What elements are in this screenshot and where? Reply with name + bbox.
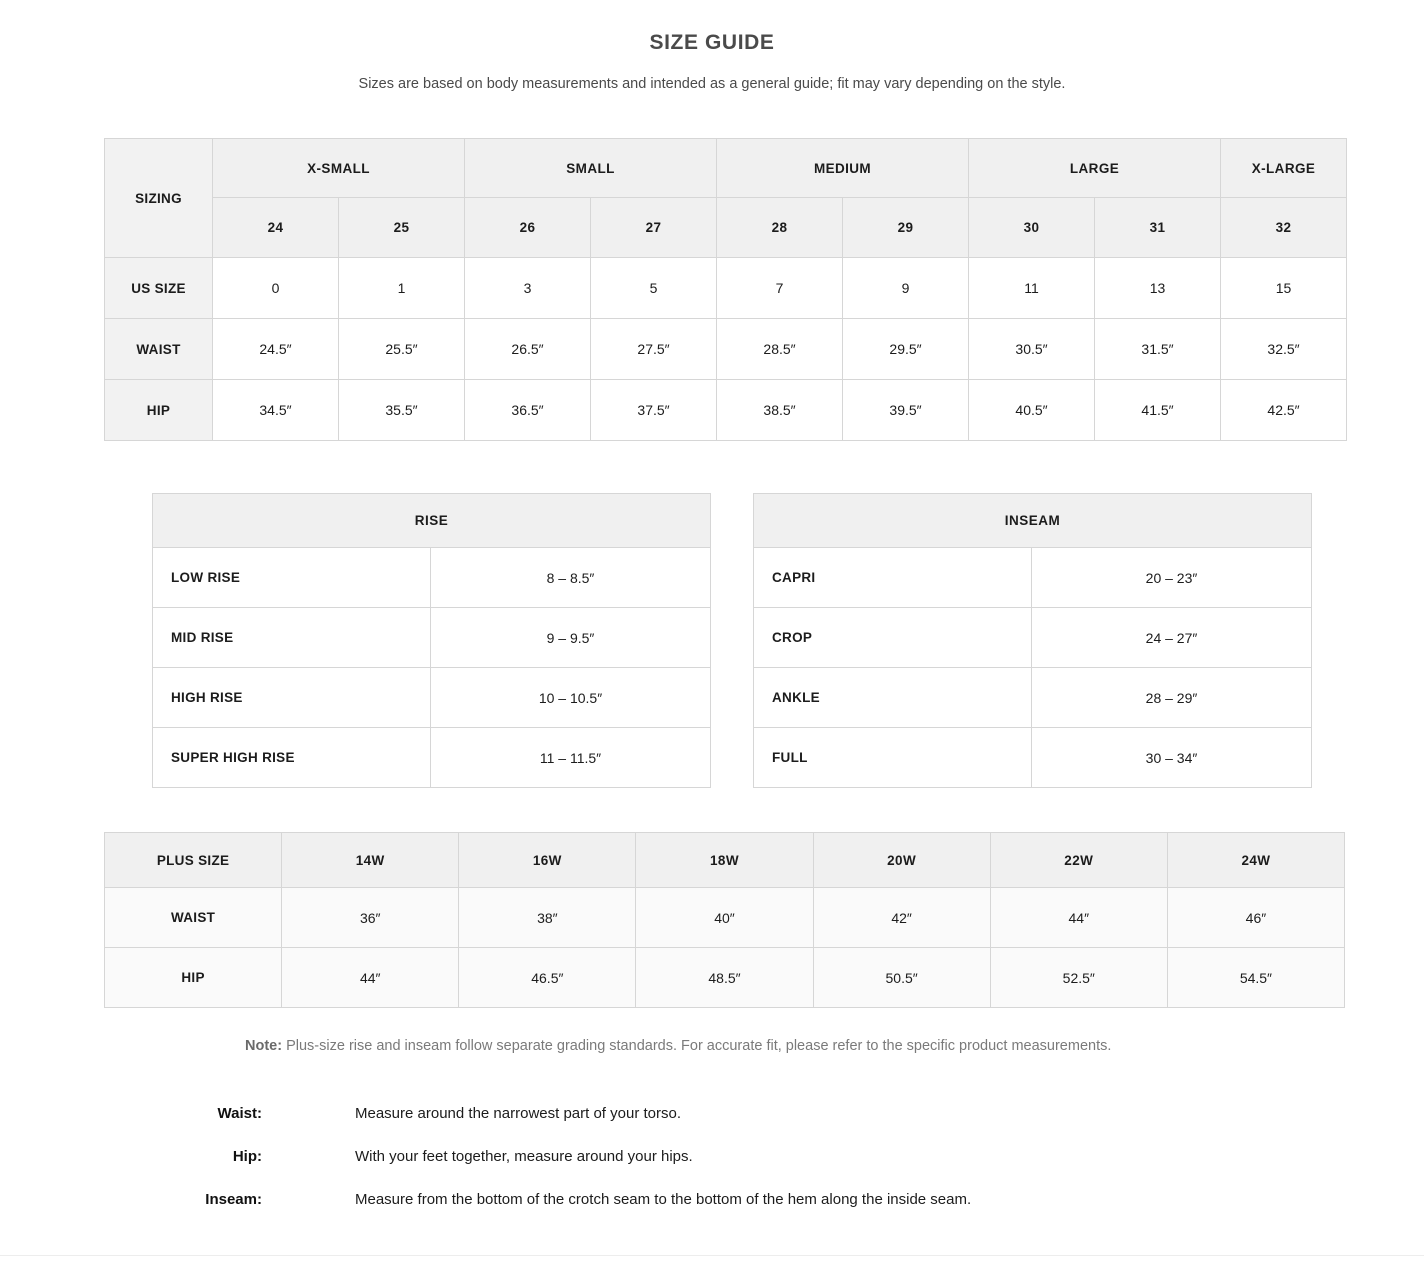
numeric-size-31: 31: [1095, 198, 1221, 258]
cell-us-size-6: 11: [969, 258, 1095, 319]
plus-cell-waist-1: 38″: [459, 888, 636, 948]
inseam-value-crop: 24 – 27″: [1031, 608, 1311, 668]
plus-cell-waist-2: 40″: [636, 888, 813, 948]
inseam-table: [753, 493, 1312, 788]
plus-cell-waist-3: 42″: [813, 888, 990, 948]
inseam-label-ankle: ANKLE: [753, 668, 1031, 728]
plus-cell-hip-3: 50.5″: [813, 948, 990, 1008]
cell-hip-1: 35.5″: [339, 380, 465, 441]
size-group-large: LARGE: [969, 139, 1221, 198]
definition-waist: [130, 1105, 1230, 1148]
cell-us-size-4: 7: [717, 258, 843, 319]
numeric-size-25: 25: [339, 198, 465, 258]
page-subtitle: Sizes are based on body measurements and intended as a general guide; fit may vary depending on the style.: [358, 76, 1066, 92]
rise-table-body: [153, 494, 711, 788]
cell-hip-8: 42.5″: [1221, 380, 1347, 441]
sizing-group-row: [105, 139, 1347, 198]
plus-cell-hip-2: 48.5″: [636, 948, 813, 1008]
table-row: [153, 548, 711, 608]
table-row: [105, 319, 1347, 380]
cell-hip-4: 38.5″: [717, 380, 843, 441]
definition-desc-inseam: Measure from the bottom of the crotch seam to the bottom of the hem along the inside seam.: [355, 1191, 972, 1208]
inseam-label-crop: CROP: [753, 608, 1031, 668]
table-row: [153, 668, 711, 728]
row-label-hip: HIP: [105, 380, 213, 441]
plus-size-20w: 20W: [813, 833, 990, 888]
cell-us-size-3: 5: [591, 258, 717, 319]
cell-waist-1: 25.5″: [339, 319, 465, 380]
plus-size-header-row: [105, 833, 1345, 888]
plus-cell-hip-0: 44″: [282, 948, 459, 1008]
table-row: [753, 728, 1311, 788]
cell-us-size-7: 13: [1095, 258, 1221, 319]
note-prefix: Note:: [245, 1038, 283, 1054]
inseam-table-body: [753, 494, 1311, 788]
cell-waist-5: 29.5″: [843, 319, 969, 380]
cell-waist-3: 27.5″: [591, 319, 717, 380]
rise-value-low-rise: 8 – 8.5″: [431, 548, 711, 608]
sizing-table-body: [105, 139, 1347, 441]
rise-value-high-rise: 10 – 10.5″: [431, 668, 711, 728]
definition-hip: [130, 1148, 1230, 1191]
inseam-table-header-row: [753, 494, 1311, 548]
size-group-medium: MEDIUM: [717, 139, 969, 198]
plus-cell-waist-0: 36″: [282, 888, 459, 948]
plus-cell-hip-5: 54.5″: [1167, 948, 1344, 1008]
plus-size-table-scroll-container[interactable]: [104, 832, 1424, 1008]
plus-size-18w: 18W: [636, 833, 813, 888]
inseam-value-capri: 20 – 23″: [1031, 548, 1311, 608]
cell-waist-6: 30.5″: [969, 319, 1095, 380]
plus-size-24w: 24W: [1167, 833, 1344, 888]
definition-term-inseam: Inseam:: [205, 1191, 262, 1208]
rise-label-mid-rise: MID RISE: [153, 608, 431, 668]
cell-us-size-8: 15: [1221, 258, 1347, 319]
definition-desc-waist: Measure around the narrowest part of your torso.: [355, 1105, 682, 1122]
cell-hip-2: 36.5″: [465, 380, 591, 441]
plus-size-note: [245, 1038, 1111, 1054]
sizing-table: [104, 138, 1347, 441]
plus-row-label-waist: WAIST: [105, 888, 282, 948]
rise-table-header-row: [153, 494, 711, 548]
inseam-table-title: INSEAM: [753, 494, 1311, 548]
row-label-us-size: US SIZE: [105, 258, 213, 319]
cell-hip-3: 37.5″: [591, 380, 717, 441]
inseam-label-capri: CAPRI: [753, 548, 1031, 608]
sizing-table-scroll-container[interactable]: [104, 138, 1424, 441]
table-row: [153, 608, 711, 668]
rise-inseam-section: [152, 493, 1312, 788]
numeric-size-28: 28: [717, 198, 843, 258]
sizing-corner-label: SIZING: [105, 139, 213, 258]
numeric-size-24: 24: [213, 198, 339, 258]
cell-us-size-5: 9: [843, 258, 969, 319]
cell-waist-2: 26.5″: [465, 319, 591, 380]
numeric-size-26: 26: [465, 198, 591, 258]
plus-size-14w: 14W: [282, 833, 459, 888]
cell-us-size-0: 0: [213, 258, 339, 319]
plus-cell-waist-5: 46″: [1167, 888, 1344, 948]
definition-desc-hip: With your feet together, measure around your hips.: [355, 1148, 693, 1165]
cell-waist-4: 28.5″: [717, 319, 843, 380]
plus-cell-hip-1: 46.5″: [459, 948, 636, 1008]
size-group-small: SMALL: [465, 139, 717, 198]
rise-table-title: RISE: [153, 494, 711, 548]
plus-cell-hip-4: 52.5″: [990, 948, 1167, 1008]
definition-term-waist: Waist:: [217, 1105, 262, 1122]
table-row: [105, 948, 1345, 1008]
size-group-xsmall: X-SMALL: [213, 139, 465, 198]
table-row: [153, 728, 711, 788]
inseam-value-full: 30 – 34″: [1031, 728, 1311, 788]
cell-hip-5: 39.5″: [843, 380, 969, 441]
rise-label-high-rise: HIGH RISE: [153, 668, 431, 728]
rise-label-super-high-rise: SUPER HIGH RISE: [153, 728, 431, 788]
numeric-size-29: 29: [843, 198, 969, 258]
page-title: SIZE GUIDE: [649, 31, 775, 54]
rise-value-super-high-rise: 11 – 11.5″: [431, 728, 711, 788]
numeric-size-30: 30: [969, 198, 1095, 258]
plus-row-label-hip: HIP: [105, 948, 282, 1008]
numeric-size-27: 27: [591, 198, 717, 258]
cell-waist-7: 31.5″: [1095, 319, 1221, 380]
plus-size-22w: 22W: [990, 833, 1167, 888]
cell-us-size-1: 1: [339, 258, 465, 319]
cell-waist-8: 32.5″: [1221, 319, 1347, 380]
bottom-divider: [0, 1255, 1424, 1256]
table-row: [105, 380, 1347, 441]
rise-label-low-rise: LOW RISE: [153, 548, 431, 608]
cell-hip-6: 40.5″: [969, 380, 1095, 441]
table-row: [753, 608, 1311, 668]
plus-size-table: [104, 832, 1345, 1008]
cell-hip-0: 34.5″: [213, 380, 339, 441]
measurement-definitions: [130, 1105, 1230, 1234]
definition-term-hip: Hip:: [232, 1148, 262, 1165]
sizing-number-row: [105, 198, 1347, 258]
table-row: [105, 258, 1347, 319]
definition-inseam: [130, 1191, 1230, 1234]
table-row: [105, 888, 1345, 948]
table-row: [753, 548, 1311, 608]
inseam-label-full: FULL: [753, 728, 1031, 788]
plus-size-corner-label: PLUS SIZE: [105, 833, 282, 888]
row-label-waist: WAIST: [105, 319, 213, 380]
cell-us-size-2: 3: [465, 258, 591, 319]
rise-table: [152, 493, 711, 788]
inseam-value-ankle: 28 – 29″: [1031, 668, 1311, 728]
table-row: [753, 668, 1311, 728]
cell-hip-7: 41.5″: [1095, 380, 1221, 441]
numeric-size-32: 32: [1221, 198, 1347, 258]
cell-waist-0: 24.5″: [213, 319, 339, 380]
rise-value-mid-rise: 9 – 9.5″: [431, 608, 711, 668]
size-group-xlarge: X-LARGE: [1221, 139, 1347, 198]
note-text: Plus-size rise and inseam follow separate grading standards. For accurate fit, please refer to the specific product measurements.: [282, 1038, 1112, 1054]
plus-cell-waist-4: 44″: [990, 888, 1167, 948]
plus-size-table-body: [105, 833, 1345, 1008]
plus-size-16w: 16W: [459, 833, 636, 888]
